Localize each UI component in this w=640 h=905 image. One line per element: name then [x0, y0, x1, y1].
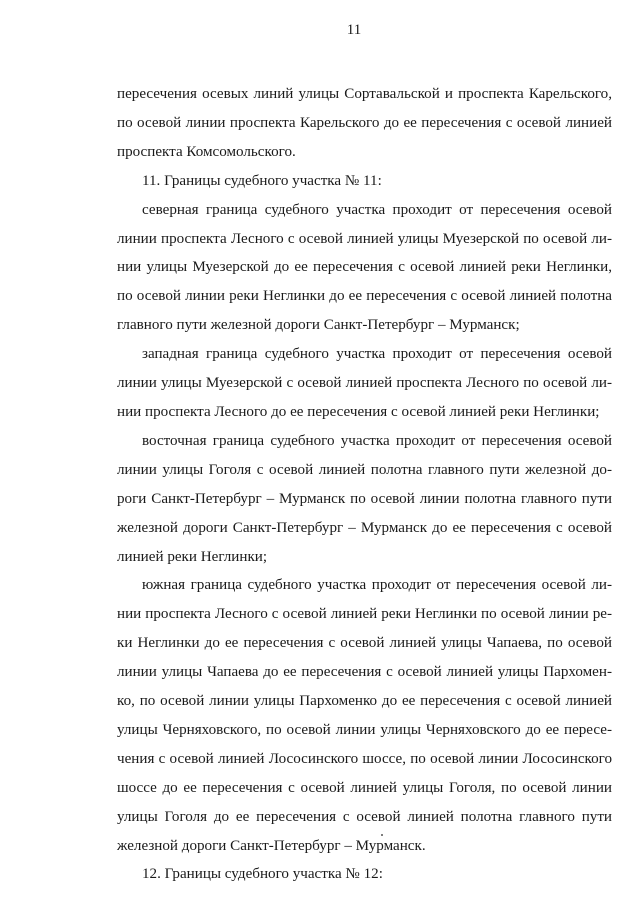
text-line: железной дороги Санкт-Петербург – Мурманск.: [117, 837, 426, 854]
text-line: главного пути железной дороги Санкт-Петербург – Мурманск;: [117, 317, 520, 334]
text-line: железной дороги Санкт-Петербург – Мурманск до ее пересечения с осевой: [117, 519, 612, 536]
boundary-paragraph: [117, 427, 612, 572]
text-line: проспекта Комсомольского.: [117, 143, 296, 160]
text-line: линии проспекта Лесного с осевой линией улицы Муезерской по осевой ли-: [117, 230, 612, 247]
heading-text: 11. Границы судебного участка № 11:: [142, 172, 382, 189]
boundary-paragraph: [117, 196, 612, 341]
text-line: нии проспекта Лесного с осевой линией реки Неглинки по осевой линии ре-: [117, 606, 612, 623]
section-heading: [117, 167, 612, 196]
text-line: по осевой линии реки Неглинки до ее пересечения с осевой линией полотна: [117, 288, 612, 305]
document-body: [117, 80, 612, 889]
continued-paragraph: [117, 80, 612, 167]
text-line: улицы Черняховского, по осевой линии улицы Черняховского до ее пересе-: [117, 721, 612, 738]
text-line: линии улицы Гоголя с осевой линией полотна главного пути железной до-: [117, 461, 612, 478]
text-line: роги Санкт-Петербург – Мурманск по осевой линии полотна главного пути: [117, 490, 612, 507]
text-line: чения с осевой линией Лососинского шоссе, по осевой линии Лососинского: [117, 750, 612, 767]
text-line: линией реки Неглинки;: [117, 548, 268, 565]
text-line: нии улицы Муезерской до ее пересечения с осевой линией реки Неглинки,: [117, 259, 612, 276]
scan-speck: [381, 834, 383, 836]
text-line: шоссе до ее пересечения с осевой линией улицы Гоголя, по осевой линии: [117, 779, 612, 796]
text-line: нии проспекта Лесного до ее пересечения с осевой линией реки Неглинки;: [117, 403, 600, 420]
text-line: по осевой линии проспекта Карельского до ее пересечения с осевой линией: [117, 114, 612, 131]
text-line: линии улицы Чапаева до ее пересечения с осевой линией улицы Пархомен-: [117, 664, 612, 681]
text-line: южная граница судебного участка проходит от пересечения осевой ли-: [142, 577, 612, 594]
text-line: пересечения осевых линий улицы Сортавальской и проспекта Карельского,: [117, 86, 612, 102]
heading-text: 12. Границы судебного участка № 12:: [142, 866, 383, 883]
boundary-paragraph: [117, 571, 612, 860]
text-line: восточная граница судебного участка проходит от пересечения осевой: [142, 432, 612, 449]
text-line: улицы Гоголя до ее пересечения с осевой линией полотна главного пути: [117, 808, 612, 825]
text-line: линии улицы Муезерской с осевой линией проспекта Лесного по осевой ли-: [117, 375, 612, 392]
text-line: западная граница судебного участка проходит от пересечения осевой: [142, 346, 612, 363]
page-number: 11: [346, 22, 362, 38]
text-line: северная граница судебного участка проходит от пересечения осевой: [142, 201, 612, 218]
text-line: ки Неглинки до ее пересечения с осевой линией улицы Чапаева, по осевой: [117, 635, 612, 652]
text-line: ко, по осевой линии улицы Пархоменко до ее пересечения с осевой линией: [117, 693, 612, 710]
section-heading: [117, 860, 612, 889]
boundary-paragraph: [117, 340, 612, 427]
